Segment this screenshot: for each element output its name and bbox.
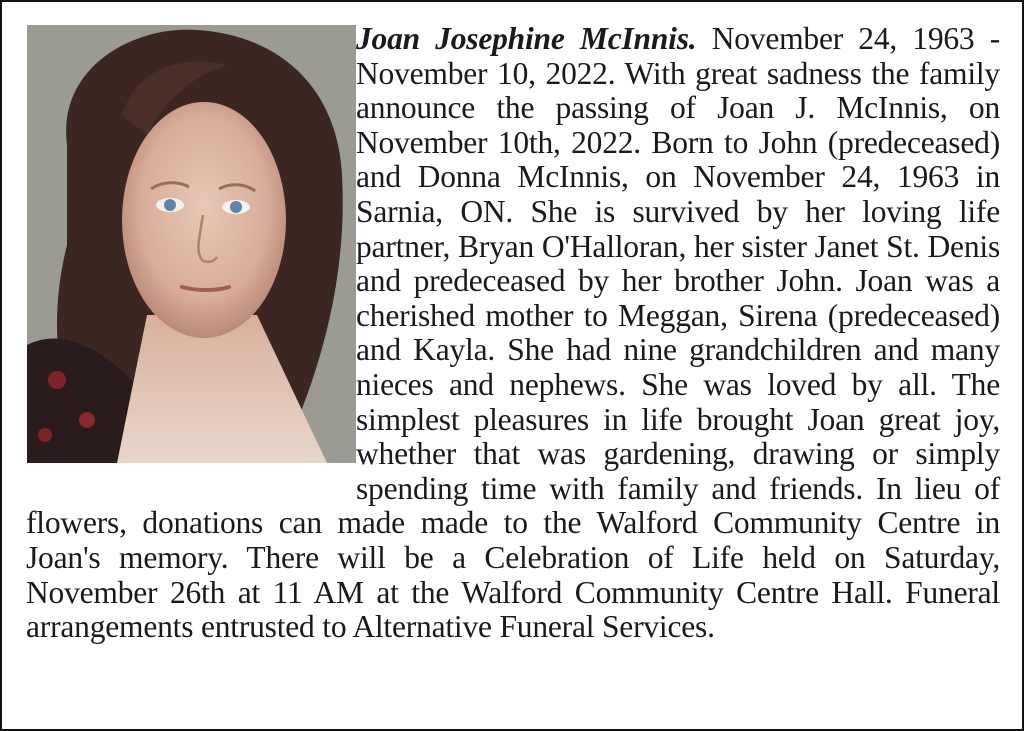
deceased-name: Joan Josephine McInnis. — [356, 21, 697, 56]
obituary-body: November 24, 1963 - November 10, 2022. With great sadness the family announce the passing of Joan J. McInnis, on November 10th, 2022. Born to John (predeceased) and Donna McInnis, on November 24, 1963 in Sarnia, ON. She is survived by her loving life partner, Bryan O'Halloran, her sister Janet St. Denis and predeceased by her brother John. Joan was a cherished mother to Meggan, Sirena (predeceased) and Kayla. She had nine grandchildren and many nieces and nephews. She was loved by all. The simplest pleasures in life brought Joan great joy, whether that was gardening, drawing or simply spending time with family and friends. In lieu of flowers, donations can made made to the Walford Community Centre in Joan's memory. There will be a Celebration of Life held on Saturday, November 26th at 11 AM at the Walford Community Centre Hall. Funeral arrangements entrusted to Alternative Funeral Services. — [26, 21, 1000, 645]
obituary-text-block — [2, 2, 1022, 729]
photo-spacer — [2, 2, 356, 472]
